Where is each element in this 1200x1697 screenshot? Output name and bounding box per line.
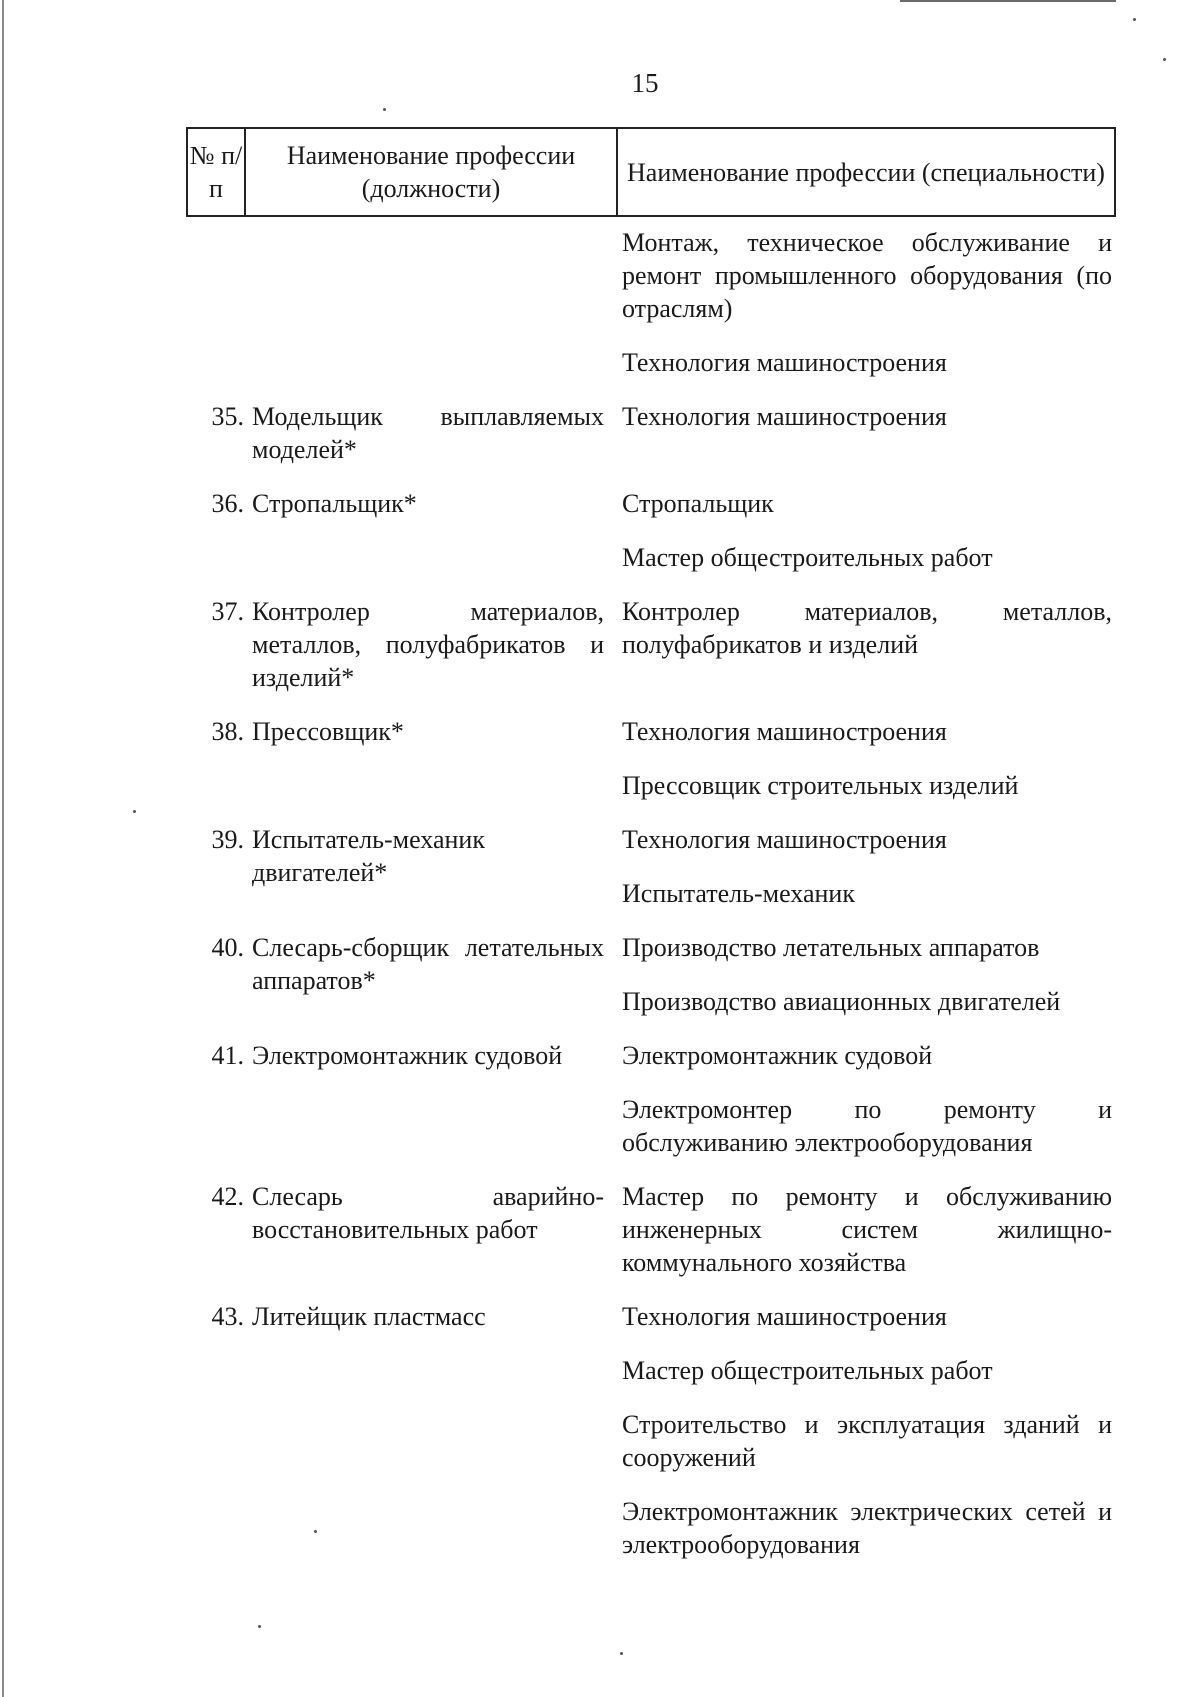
specialty-name: Испытатель-механик [622,879,855,908]
table-row [186,931,1116,1018]
scan-speck [1163,58,1166,61]
profession-name: Слесарь-сборщик летательных аппаратов* [252,933,604,995]
profession-name: Контролер материалов, металлов, полуфабрикатов и изделий* [252,597,604,692]
specialty-list [616,1180,1116,1279]
specialty-name: Производство летательных аппаратов [622,933,1040,962]
row-number: 38. [211,717,244,746]
profession-name: Прессовщик* [252,717,404,746]
row-number: 42. [211,1182,244,1211]
specialty-name: Монтаж, техническое обслуживание и ремонт промышленного оборудования (по отраслям) [622,228,1112,323]
specialty-list [616,931,1116,1018]
specialty-name: Мастер общестроительных работ [622,1356,993,1385]
scan-speck [133,810,136,813]
specialty-name: Технология машиностроения [622,1302,947,1331]
profession-name: Литейщик пластмасс [252,1302,486,1331]
table-row [186,595,1116,694]
row-number [186,226,244,379]
specialty-name: Электромонтажник электрических сетей и электрооборудования [622,1497,1112,1559]
scan-speck [258,1625,261,1628]
scan-speck [383,108,386,111]
specialty-name: Электромонтажник судовой [622,1041,933,1070]
profession-table-body [186,226,1116,1582]
specialty-list [616,823,1116,910]
profession-name [244,226,616,379]
table-row [186,487,1116,574]
header-profession-cell: Наименование профессии (должности) [246,129,618,215]
specialty-name: Мастер общестроительных работ [622,543,993,572]
scan-speck [620,1652,623,1655]
specialty-list [616,400,1116,466]
table-row [186,823,1116,910]
specialty-name: Строительство и эксплуатация зданий и сооружений [622,1410,1112,1472]
table-row [186,715,1116,802]
page-number: 15 [631,68,659,98]
specialty-name: Стропальщик [622,489,774,518]
specialty-name: Технология машиностроения [622,348,947,377]
profession-name: Модельщик выплавляемых моделей* [252,402,604,464]
specialty-name: Технология машиностроения [622,717,947,746]
table-row [186,1300,1116,1561]
scan-top-line [900,0,1116,2]
specialty-name: Электромонтер по ремонту и обслуживанию электрооборудования [622,1095,1112,1157]
specialty-name: Технология машиностроения [622,825,947,854]
profession-name: Стропальщик* [252,489,417,518]
specialty-name: Контролер материалов, металлов, полуфабрикатов и изделий [622,597,1112,659]
scan-speck [1133,18,1136,21]
table-row [186,400,1116,466]
specialty-name: Прессовщик строительных изделий [622,771,1019,800]
row-number: 36. [211,489,244,518]
scan-edge-line [2,0,4,1697]
specialty-list [616,595,1116,694]
specialty-name: Мастер по ремонту и обслуживанию инженерных систем жилищно-коммунального хозяйства [622,1182,1112,1277]
row-number: 35. [211,402,244,431]
specialty-list [616,487,1116,574]
row-number: 37. [211,597,244,626]
table-row [186,1039,1116,1159]
row-number: 40. [211,933,244,962]
table-row [186,1180,1116,1279]
profession-name: Испытатель-механик двигателей* [252,825,485,887]
table-row [186,226,1116,379]
specialty-name: Производство авиационных двигателей [622,987,1061,1016]
specialty-list [616,1300,1116,1561]
header-number-cell: № п/п [188,129,246,215]
row-number: 43. [211,1302,244,1331]
specialty-list [616,715,1116,802]
table-header [186,127,1116,217]
specialty-list [616,226,1116,379]
profession-name: Слесарь аварийно-восстановительных работ [252,1182,604,1244]
row-number: 41. [211,1041,244,1070]
row-number: 39. [211,825,244,854]
specialty-list [616,1039,1116,1159]
profession-name: Электромонтажник судовой [252,1041,563,1070]
specialty-name: Технология машиностроения [622,402,947,431]
header-specialty-cell: Наименование профессии (специальности) [627,157,1105,187]
